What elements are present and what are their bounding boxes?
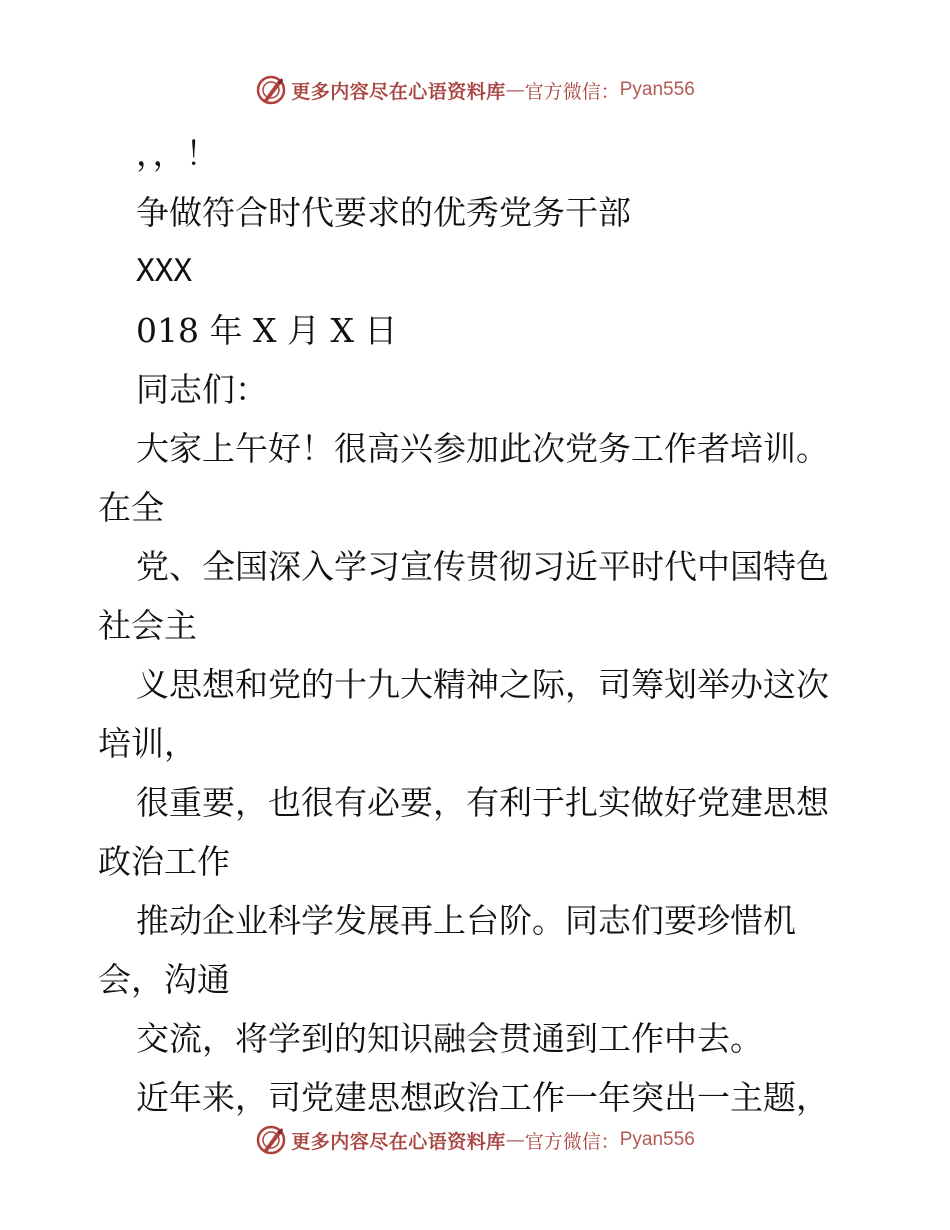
- header-brand-text: 更多内容尽在心语资料库: [291, 80, 506, 103]
- date-line: 018 年 X 月 X 日: [136, 311, 398, 350]
- paragraph-line-wrap: 培训，: [98, 724, 197, 763]
- header-dash: —: [505, 79, 525, 101]
- footer-brand-text: 更多内容尽在心语资料库: [291, 1130, 506, 1153]
- paragraph-line-wrap: 社会主: [98, 606, 197, 645]
- paragraph-line: 党、全国深入学习宣传贯彻习近平时代中国特色: [136, 547, 829, 586]
- paragraph-line: 推动企业科学发展再上台阶。同志们要珍惜机: [136, 901, 796, 940]
- footer-dash: —: [505, 1129, 525, 1151]
- paragraph-line: 大家上午好！很高兴参加此次党务工作者培训。: [136, 429, 829, 468]
- author-line: XXX: [136, 253, 192, 289]
- salutation: 同志们：: [136, 370, 268, 409]
- punctuation-line: ，，！: [136, 134, 219, 173]
- header-wechat-id: Pyan556: [619, 79, 695, 100]
- header-watermark-banner: [0, 70, 950, 110]
- paragraph-line: 很重要，也很有必要，有利于扎实做好党建思想: [136, 783, 829, 822]
- pen-logo-icon: [255, 74, 287, 106]
- document-title: 争做符合时代要求的优秀党务干部: [136, 193, 631, 232]
- pen-logo-icon: [255, 1124, 287, 1156]
- paragraph-line-wrap: 在全: [98, 488, 164, 527]
- paragraph-line-wrap: 会，沟通: [98, 960, 230, 999]
- footer-wechat-id: Pyan556: [619, 1129, 695, 1150]
- footer-watermark-banner: [0, 1120, 950, 1160]
- paragraph-line: 交流，将学到的知识融会贯通到工作中去。: [136, 1019, 763, 1058]
- paragraph-line-wrap: 政治工作: [98, 842, 230, 881]
- header-wechat-label: 官方微信：: [524, 80, 620, 103]
- paragraph-line: 义思想和党的十九大精神之际，司筹划举办这次: [136, 665, 829, 704]
- footer-wechat-label: 官方微信：: [524, 1130, 620, 1153]
- paragraph-line: 近年来，司党建思想政治工作一年突出一主题，: [136, 1078, 829, 1117]
- document-body: [98, 124, 868, 1127]
